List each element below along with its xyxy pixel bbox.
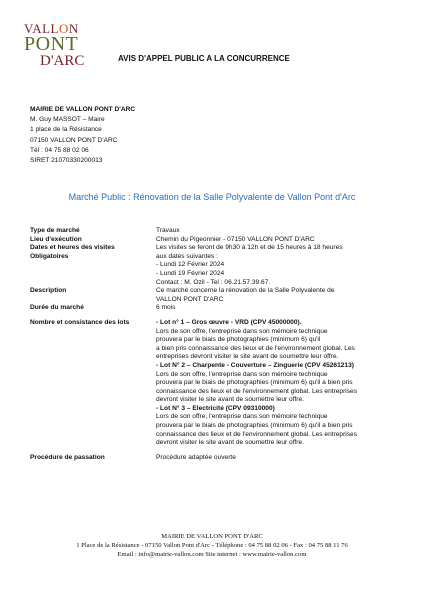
contact-person: M. Guy MASSOT – Maire bbox=[30, 116, 105, 124]
lot-line: connaissance des lieux et de l'environnement global. Les entreprises bbox=[156, 430, 358, 438]
visites-label bbox=[30, 244, 156, 287]
row-description bbox=[30, 287, 400, 304]
footer-contact: Email : info@mairie-vallon.com Site internet : www.mairie-vallon.com bbox=[117, 551, 307, 558]
procedure-value: Procédure adaptée ouverte bbox=[156, 453, 236, 461]
contact-address-2: 07150 VALLON PONT D'ARC bbox=[30, 136, 118, 144]
lot-title: - Lot N° 3 – Electricité (CPV 09310000) bbox=[156, 404, 275, 412]
description-line: Ce marché concerne la rénovation de la Salle Polyvalente de bbox=[156, 287, 335, 295]
visites-value bbox=[156, 244, 400, 287]
duree-label: Durée du marché bbox=[30, 304, 84, 312]
row-lieu bbox=[30, 236, 400, 245]
notice-heading: AVIS D'APPEL PUBLIC A LA CONCURRENCE bbox=[118, 54, 290, 63]
visites-line: Les visites se feront de 9h30 à 12h et de 15 heures à 18 heures bbox=[156, 244, 343, 252]
contact-tel: Tél : 04 75 88 02 06 bbox=[30, 146, 89, 154]
visites-line: Contact : M. Ozil - Tel : 06.21.57.39.67. bbox=[156, 278, 271, 286]
market-title: Marché Public : Rénovation de la Salle Polyvalente de Vallon Pont d'Arc bbox=[68, 192, 356, 202]
description-label: Description bbox=[30, 287, 67, 295]
visites-label-line-2: Obligatoires bbox=[30, 252, 69, 260]
type-value: Travaux bbox=[156, 227, 180, 234]
lots-value bbox=[156, 319, 400, 448]
footer-org: MAIRIE DE VALLON PONT D'ARC bbox=[161, 533, 263, 540]
contact-block bbox=[30, 105, 135, 166]
contact-address-1: 1 place de la Résistance bbox=[30, 126, 102, 134]
description-line: VALLON PONT D'ARC bbox=[156, 295, 224, 303]
lot-line: devront visiter le site avant de soumettre leur offre. bbox=[156, 439, 304, 447]
duree-value: 6 mois bbox=[156, 304, 176, 312]
visites-line: aux dates suivantes : bbox=[156, 252, 218, 260]
lot-line: prouvera par le biais de photographies (minimum 6) qu'il bbox=[156, 336, 321, 344]
row-lots bbox=[30, 319, 400, 448]
logo-line-3: D'ARC bbox=[40, 53, 85, 69]
lieu-value: Chemin du Pigeonnier - 07150 VALLON PONT D'ARC bbox=[156, 235, 315, 243]
row-duree bbox=[30, 304, 400, 313]
lot-title: - Lot n° 1 – Gros œuvre - VRD (CPV 45000000). bbox=[156, 318, 302, 326]
lot-line: prouvera par le biais de photographies (minimum 6) qu'il a bien pris bbox=[156, 379, 353, 387]
logo-line-2: PONT bbox=[24, 33, 79, 55]
row-type bbox=[30, 227, 400, 236]
procedure-label: Procédure de passation bbox=[30, 453, 105, 461]
visites-label-line-1: Dates et heures des visites bbox=[30, 244, 115, 252]
lot-line: a bien pris connaissance des lieux et de l'environnement global. Les bbox=[156, 344, 355, 352]
type-label: Type de marché bbox=[30, 227, 80, 234]
lot-title: - Lot N° 2 – Charpente - Couverture – Zinguerie (CPV 45261213) bbox=[156, 361, 354, 369]
lot-line: entreprises devront visiter le site avant de soumettre leur offre. bbox=[156, 353, 339, 361]
logo-line-1: VALLON bbox=[24, 21, 79, 36]
footer-address: 1 Place de la Résistance - 07150 Vallon Pont d'Arc - Téléphone : 04 75 88 02 06 - Fax : 04 75 88 11 76 bbox=[76, 542, 348, 549]
description-value bbox=[156, 287, 400, 304]
contact-siret: SIRET 21070330200013 bbox=[30, 157, 103, 165]
row-procedure bbox=[30, 454, 400, 463]
contact-org: MAIRIE DE VALLON PONT D'ARC bbox=[30, 106, 136, 113]
lots-label: Nombre et consistance des lots bbox=[30, 318, 130, 326]
lot-line: Lors de son offre, l'entreprise dans son mémoire technique bbox=[156, 327, 328, 335]
row-visites bbox=[30, 244, 400, 287]
lot-line: prouvera par le biais de photographies (minimum 6) qu'il a bien pris bbox=[156, 422, 353, 430]
lot-line: Lors de son offre, l'entreprise dans son mémoire technique bbox=[156, 370, 328, 378]
details-table bbox=[30, 227, 400, 462]
lieu-label: Lieu d'exécution bbox=[30, 235, 82, 243]
visites-line: - Lundi 12 Février 2024 bbox=[156, 261, 225, 269]
lot-line: connaissance des lieux et de l'environnement global. Les entreprises bbox=[156, 387, 358, 395]
lot-line: devront visiter le site avant de soumettre leur offre. bbox=[156, 396, 304, 404]
vallon-pont-darc-logo bbox=[24, 22, 94, 80]
page-footer bbox=[0, 532, 424, 559]
visites-line: - Lundi 19 Février 2024 bbox=[156, 269, 225, 277]
lot-line: Lors de son offre, l'entreprise dans son mémoire technique bbox=[156, 413, 328, 421]
